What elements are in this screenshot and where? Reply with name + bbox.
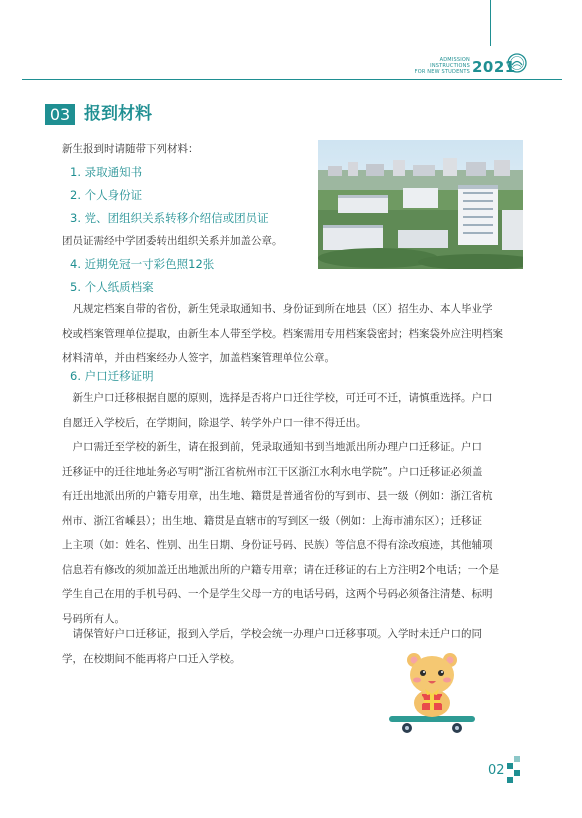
decorative-square: [507, 763, 513, 769]
list-item: 3. 党、团组织关系转移介绍信或团员证: [70, 211, 269, 225]
list-item: 2. 个人身份证: [70, 188, 143, 202]
section-title: 报到材料: [84, 104, 152, 124]
intro-text: 新生报到时请随带下列材料：: [62, 143, 199, 155]
list-item: 4. 近期免冠一寸彩色照12张: [70, 257, 215, 271]
paragraph-line: 上主项（如：姓名、性别、出生日期、身份证号码、民族）等信息不得有涂改痕迹，其他辅项: [62, 539, 493, 551]
paragraph-line: 学，在校期间不能再将户口迁入学校。: [62, 652, 241, 665]
page-number: 02: [488, 763, 505, 778]
header-tagline-line1: ADMISSION INSTRUCTIONS: [430, 57, 470, 69]
paragraph-line: 州市、浙江省嵊县）；出生地、籍贯是直辖市的写到区一级（例如：上海市浦东区）；迁移证: [62, 514, 482, 527]
archive-paragraph: [62, 297, 522, 371]
section-number-badge: 03: [45, 104, 75, 125]
header-tagline-line2: FOR NEW STUDENTS: [414, 69, 470, 75]
hukou-paragraph-1: [62, 386, 522, 435]
paragraph-line: 材料清单，并由档案经办人签字，加盖档案管理单位公章。: [62, 352, 335, 364]
header-rule: [22, 79, 562, 80]
campus-photo: [318, 140, 523, 269]
paragraph-line: 新生户口迁移根据自愿的原则，选择是否将户口迁往学校，可迁可不迁，请慎重选择。户口: [72, 392, 493, 404]
paragraph-line: 凡规定档案自带的省份，新生凭录取通知书、身份证到所在地县（区）招生办、本人毕业学: [72, 303, 493, 315]
decorative-square: [507, 777, 513, 783]
school-logo-icon: [507, 53, 527, 73]
paragraph-line: 信息若有修改的须加盖迁出地派出所的户籍专用章；请在迁移证的右上方注明2个电话；一个是: [62, 563, 500, 576]
paragraph-line: 自愿迁入学校后，在学期间，除退学、转学外户口一律不得迁出。: [62, 416, 367, 429]
paragraph-line: 学生自己在用的手机号码、一个是学生父母一方的电话号码，这两个号码必须备注清楚、标明: [62, 588, 493, 600]
paragraph-line: 有迁出地派出所的户籍专用章，出生地、籍贯是普通省份的写到市、县一级（例如：浙江省杭: [62, 490, 493, 502]
list-item-note: 团员证需经中学团委转出组织关系并加盖公章。: [62, 235, 283, 247]
paragraph-line: 号码所有人。: [62, 612, 125, 625]
decorative-square: [514, 770, 520, 776]
paragraph-line: 迁移证中的迁往地址务必写明“浙江省杭州市江干区浙江水利水电学院”。户口迁移证必须盖: [62, 465, 483, 478]
decorative-square: [514, 756, 520, 762]
header-tagline: [400, 57, 470, 75]
paragraph-line: 请保管好户口迁移证，报到入学后，学校会统一办理户口迁移事项。入学时未迁户口的同: [72, 628, 482, 640]
bear-mascot-illustration: [387, 648, 477, 736]
paragraph-line: 校或档案管理单位提取，由新生本人带至学校。档案需用专用档案袋密封；档案袋外应注明档案: [62, 327, 503, 340]
list-item: 1. 录取通知书: [70, 165, 143, 179]
hukou-paragraph-2: [62, 435, 522, 631]
header-year: 2021: [472, 58, 516, 76]
paragraph-line: 户口需迁至学校的新生，请在报到前，凭录取通知书到当地派出所办理户口迁移证。户口: [72, 441, 482, 453]
list-item: 5. 个人纸质档案: [70, 280, 154, 294]
list-item: 6. 户口迁移证明: [70, 369, 154, 383]
header-vertical-rule: [490, 0, 491, 46]
